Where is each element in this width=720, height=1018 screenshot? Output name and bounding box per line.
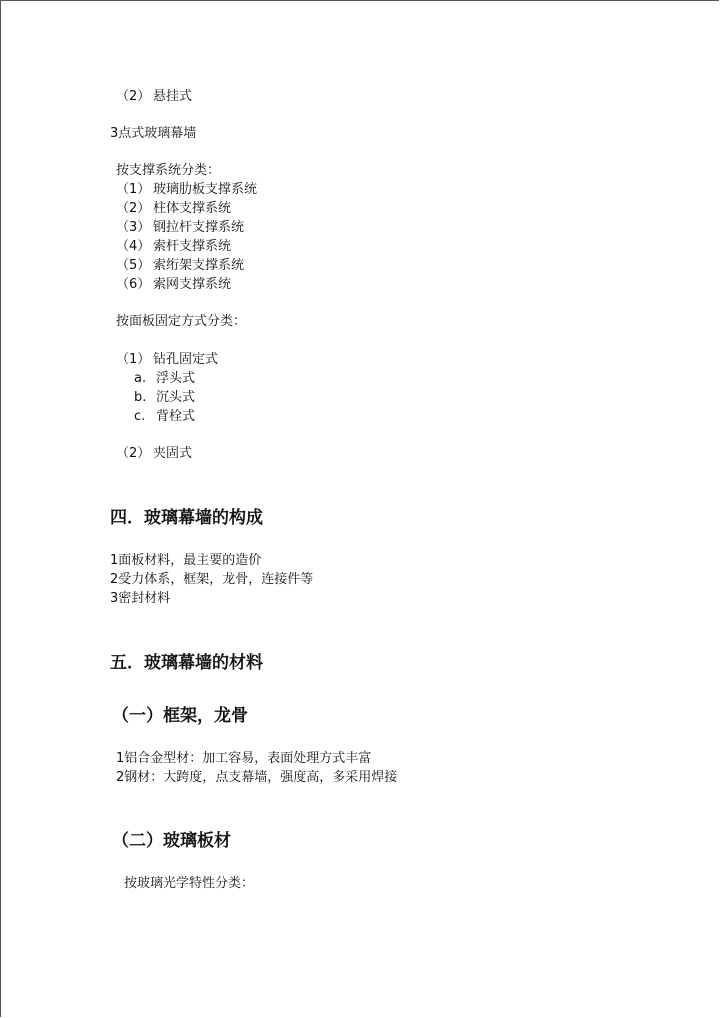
- list-item: 1铝合金型材：加工容易，表面处理方式丰富: [116, 751, 372, 766]
- item-text: 沉头式: [156, 390, 196, 405]
- list-item: [116, 352, 218, 368]
- list-item: [116, 220, 244, 236]
- classification-label: 按玻璃光学特性分类：: [124, 876, 255, 891]
- list-item: 3密封材料: [110, 591, 171, 606]
- list-item: [116, 258, 244, 274]
- item-number: （1）: [116, 352, 151, 367]
- classification-label: 按支撑系统分类：: [116, 163, 221, 178]
- item-number: （5）: [116, 258, 151, 273]
- item-letter: b.: [134, 390, 147, 405]
- item-number: （2）: [116, 89, 151, 104]
- item-number: （3）: [116, 220, 151, 235]
- subheading-point-glass: 3点式玻璃幕墙: [110, 126, 197, 141]
- sub-list-item: [134, 409, 195, 425]
- item-text: 柱体支撑系统: [153, 201, 232, 216]
- item-text: 浮头式: [156, 371, 196, 386]
- item-letter: a.: [134, 371, 147, 386]
- item-text: 背栓式: [156, 409, 196, 424]
- item-number: （4）: [116, 239, 151, 254]
- list-item: [116, 201, 231, 217]
- list-item: 2钢材：大跨度，点支幕墙，强度高，多采用焊接: [116, 770, 398, 785]
- item-number: （6）: [116, 277, 151, 292]
- item-number: （2）: [116, 201, 151, 216]
- item-number: （2）: [116, 446, 151, 461]
- list-item: [116, 239, 231, 255]
- item-text: 玻璃肋板支撑系统: [153, 182, 258, 197]
- item-text: 索绗架支撑系统: [153, 258, 245, 273]
- item-text: 悬挂式: [153, 89, 193, 104]
- list-item: 2受力体系，框架，龙骨，连接件等: [110, 572, 314, 587]
- subsection-heading-frame: （一）框架，龙骨: [112, 706, 248, 726]
- item-text: 夹固式: [153, 446, 193, 461]
- sub-list-item: [134, 390, 195, 406]
- section-heading-4: 四．玻璃幕墙的构成: [110, 508, 263, 528]
- item-letter: c.: [134, 409, 146, 424]
- item-text: 钢拉杆支撑系统: [153, 220, 245, 235]
- list-item: [116, 89, 192, 105]
- list-item: [116, 446, 192, 462]
- item-text: 索网支撑系统: [153, 277, 232, 292]
- section-heading-5: 五．玻璃幕墙的材料: [110, 653, 263, 673]
- item-text: 钻孔固定式: [153, 352, 219, 367]
- list-item: 1面板材料，最主要的造价: [110, 553, 262, 568]
- subsection-heading-glass: （二）玻璃板材: [112, 831, 231, 851]
- item-number: （1）: [116, 182, 151, 197]
- sub-list-item: [134, 371, 195, 387]
- list-item: [116, 182, 257, 198]
- item-text: 索杆支撑系统: [153, 239, 232, 254]
- list-item: [116, 277, 231, 293]
- classification-label: 按面板固定方式分类：: [116, 314, 247, 329]
